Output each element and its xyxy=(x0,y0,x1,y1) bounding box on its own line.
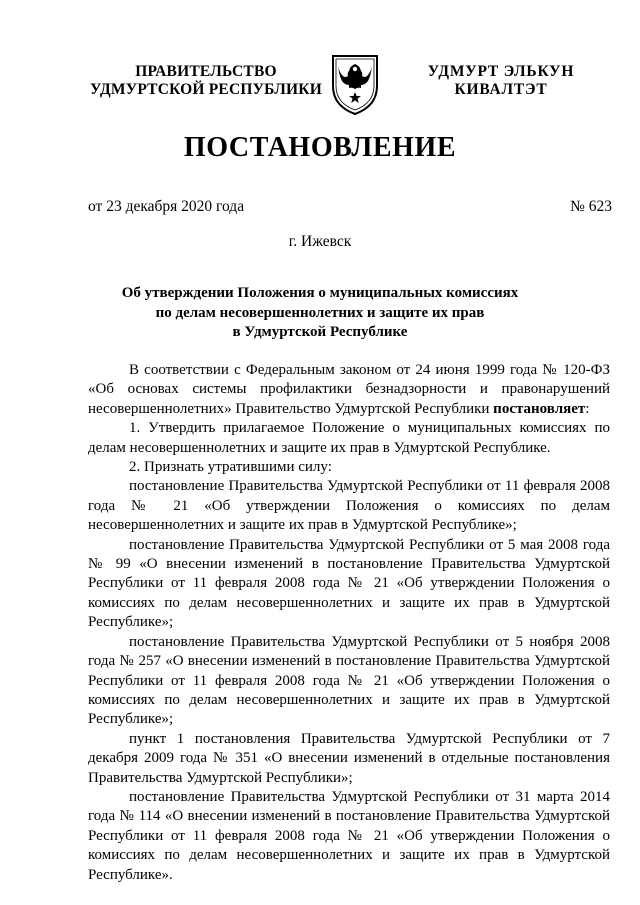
paragraph-repealed-4: пункт 1 постановления Правительства Удмуртской Республики от 7 декабря 2009 года № 351 «О внесении изменений в отдельные постановления Правительства Удмуртской Республики»; xyxy=(88,730,610,786)
paragraph-repealed-1: постановление Правительства Удмуртской Республики от 11 февраля 2008 года № 21 «Об утверждении Положения о комиссиях по делам несовершеннолетних и защите их прав в Удмуртской Республике»; xyxy=(88,478,610,534)
document-date: от 23 декабря 2020 года xyxy=(88,198,245,215)
government-name-udmurt-line1: УДМУРТ ЭЛЬКУН xyxy=(427,63,575,80)
preamble-text: В соответствии с Федеральным законом от 24 июня 1999 года № 120-ФЗ «Об основах системы профилактики безнадзорности и правонарушений несовершеннолетних» Правительство Удмуртской Республики xyxy=(88,362,610,417)
document-number: № 623 xyxy=(570,198,612,215)
document-subject xyxy=(120,284,520,343)
government-name-line2: УДМУРТСКОЙ РЕСПУБЛИКИ xyxy=(90,81,322,98)
document-body xyxy=(88,361,610,885)
subject-line1: Об утверждении Положения о муниципальных комиссиях xyxy=(121,285,519,301)
government-name-udmurt-line2: КИВАЛТЭТ xyxy=(454,81,548,98)
paragraph-repealed-3: постановление Правительства Удмуртской Республики от 5 ноября 2008 года № 257 «О внесении изменений в постановление Правительства Удмуртской Республики от 11 февраля 2008 года № 21 «Об утверждении Положения о комиссиях по делам несовершеннолетних и защите их прав в Удмуртской Республике»; xyxy=(88,633,610,728)
government-name-line1: ПРАВИТЕЛЬСТВО xyxy=(135,63,277,80)
paragraph-item-2: 2. Признать утратившими силу: xyxy=(129,459,332,476)
government-name-russian xyxy=(88,63,324,99)
preamble-end: : xyxy=(585,400,590,417)
paragraph-preamble xyxy=(88,361,610,419)
document-title: ПОСТАНОВЛЕНИЕ xyxy=(183,132,457,163)
udmurt-coat-of-arms-icon xyxy=(329,52,381,116)
paragraph-repealed-2: постановление Правительства Удмуртской Республики от 5 мая 2008 года № 99 «О внесении изменений в постановление Правительства Удмуртской Республики от 11 февраля 2008 года № 21 «Об утверждении Положения о комиссиях по делам несовершеннолетних и защите их прав в Удмуртской Республике»; xyxy=(88,536,610,631)
paragraph-item-1: 1. Утвердить прилагаемое Положение о муниципальных комиссиях по делам несовершеннолетних и защите их прав в Удмуртской Республике. xyxy=(88,420,610,456)
preamble-bold-word: постановляет xyxy=(493,400,586,417)
document-city: г. Ижевск xyxy=(288,233,352,250)
government-name-udmurt xyxy=(420,63,582,99)
paragraph-repealed-5: постановление Правительства Удмуртской Республики от 31 марта 2014 года № 114 «О внесении изменений в постановление Правительства Удмуртской Республики от 11 февраля 2008 года № 21 «Об утверждении Положения о комиссиях по делам несовершеннолетних и защите их прав в Удмуртской Республике». xyxy=(88,788,610,883)
subject-line2: по делам несовершеннолетних и защите их прав xyxy=(155,304,485,321)
subject-line3: в Удмуртской Республике xyxy=(232,324,408,340)
